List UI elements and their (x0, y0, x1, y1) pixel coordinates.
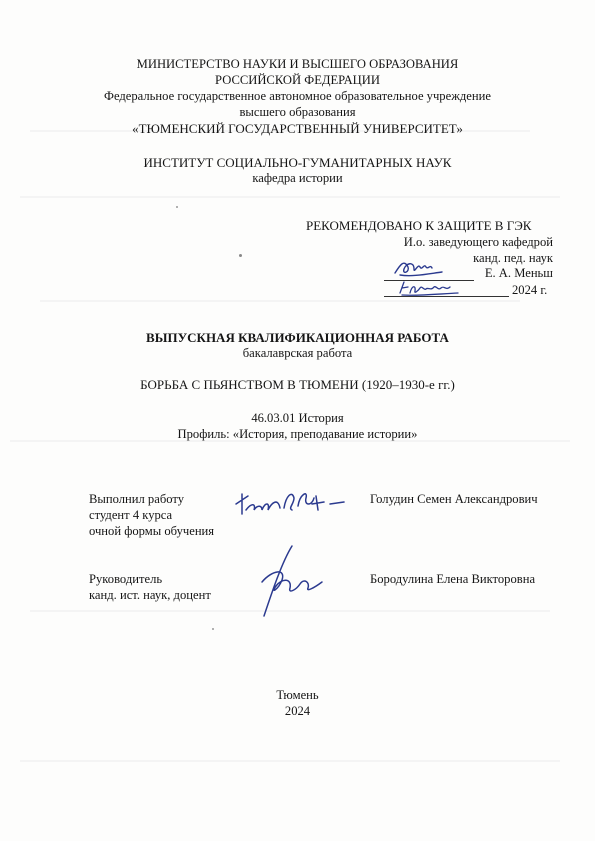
city: Тюмень (276, 688, 319, 702)
thesis-title: БОРЬБА С ПЬЯНСТВОМ В ТЮМЕНИ (1920–1930-е гг.) (140, 377, 455, 392)
scan-bleed-line (20, 196, 560, 198)
work-type: ВЫПУСКНАЯ КВАЛИФИКАЦИОННАЯ РАБОТА (146, 330, 449, 345)
year: 2024 (284, 704, 311, 718)
author-name: Голудин Семен Александрович (370, 492, 538, 506)
approval-role: И.о. заведующего кафедрой (403, 235, 553, 249)
approval-handwritten-date (398, 279, 470, 297)
author-label-2: студент 4 курса (89, 508, 173, 522)
scan-speck (176, 206, 178, 208)
department-name: кафедра истории (252, 171, 343, 185)
author-label-1: Выполнил работу (89, 492, 184, 506)
work-subtype: бакалаврская работа (242, 346, 353, 360)
supervisor-signature (252, 542, 332, 622)
author-signature (232, 484, 350, 522)
institution-type-line-2: высшего образования (239, 105, 356, 119)
institute-name: ИНСТИТУТ СОЦИАЛЬНО-ГУМАНИТАРНЫХ НАУК (143, 155, 452, 170)
scan-speck (239, 254, 242, 257)
scan-bleed-line (40, 300, 520, 302)
approval-signature (392, 255, 452, 280)
approval-degree: канд. пед. наук (473, 251, 553, 265)
scan-speck (212, 628, 214, 630)
approval-heading: РЕКОМЕНДОВАНО К ЗАЩИТЕ В ГЭК (306, 218, 532, 233)
approval-name: Е. А. Меньш (484, 266, 553, 280)
author-label-3: очной формы обучения (89, 524, 215, 538)
profile: Профиль: «История, преподавание истории» (177, 427, 418, 441)
approval-year: 2024 г. (512, 283, 548, 297)
ministry-line-2: РОССИЙСКОЙ ФЕДЕРАЦИИ (215, 73, 380, 87)
supervisor-label-1: Руководитель (89, 572, 163, 586)
supervisor-label-2: канд. ист. наук, доцент (89, 588, 211, 602)
scan-bleed-line (20, 760, 560, 762)
university-name: «ТЮМЕНСКИЙ ГОСУДАРСТВЕННЫЙ УНИВЕРСИТЕТ» (132, 121, 463, 136)
institution-type-line-1: Федеральное государственное автономное образовательное учреждение (104, 89, 491, 103)
supervisor-name: Бородулина Елена Викторовна (370, 572, 536, 586)
specialty-code: 46.03.01 История (251, 411, 344, 425)
ministry-line-1: МИНИСТЕРСТВО НАУКИ И ВЫСШЕГО ОБРАЗОВАНИЯ (136, 57, 459, 71)
